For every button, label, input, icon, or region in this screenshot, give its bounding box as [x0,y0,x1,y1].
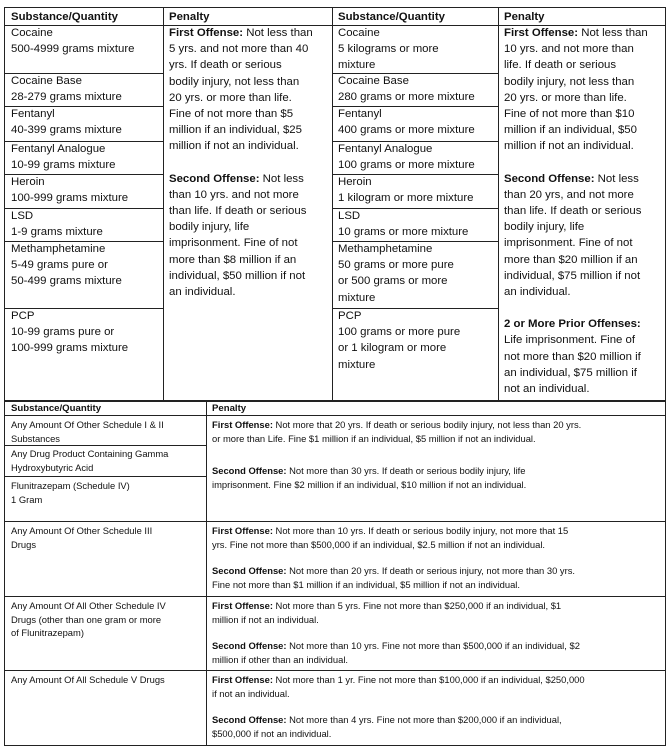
second-offense-text [212,713,585,727]
substance-cell [11,73,122,105]
penalty-line: Life imprisonment. Fine of [504,334,636,347]
second-offense-label: Second Offense: [212,565,287,577]
first-offense-text [169,25,313,41]
substance-cell [11,141,115,173]
penalty-line: Not less than [243,27,313,39]
penalty-line: an individual, $75 million if [504,366,637,379]
substance-header: Substance/Quantity [338,11,445,23]
penalty-text-left [169,25,313,300]
penalty-line: Not less [594,172,639,185]
substance-line: PCP [338,310,362,322]
first-offense-label: First Offense: [504,27,579,39]
substance-line: 100-999 grams mixture [11,192,129,205]
penalty-line: Not more than 4 yrs. Fine not more than $200,000 if an individual, [286,714,562,726]
substance-line: Fentanyl [338,108,382,120]
substance-cell [338,174,473,206]
substance-line: mixture [338,291,376,304]
penalty-line: life. If death or serious [504,59,617,72]
penalty-line: than life. If death or serious [504,205,642,218]
substance-line: 5-49 grams pure or [11,259,108,272]
penalty-line: 10 yrs. and not more than [504,43,634,56]
penalty-line: imprisonment. Fine $2 million if an individual, $10 million if not an individual. [212,478,527,490]
substance-line: mixture [338,358,376,371]
substance-line: Fentanyl [11,108,55,120]
penalty-line: yrs. Fine not more than $500,000 if an individual, $2.5 million if not an individual. [212,538,546,550]
substance-line: 28-279 grams mixture [11,91,122,104]
substance-line: Hydroxybutyric Acid [11,461,94,473]
substance-line: 100 grams or more mixture [338,159,475,172]
substance-line: Cocaine [11,27,53,39]
substance-line: 40-399 grams mixture [11,124,122,137]
penalty-line: imprisonment. Fine of not [169,237,298,250]
substance-line: Drugs [11,538,37,550]
penalty-cell [212,599,580,666]
penalty-line: million if not an individual. [504,140,634,153]
column-divider [332,8,333,400]
penalty-line: million if an individual, $25 [169,124,302,137]
second-offense-text [504,171,648,187]
substance-line: Any Amount Of All Other Schedule IV [11,600,166,611]
penalty-line: individual, $75 million if not [504,269,641,282]
penalty-line: bodily injury, not less than [169,75,300,88]
penalty-line: Fine not more than $1 million if an individual, $5 million if not an individual. [212,578,520,590]
substance-cell [11,208,103,240]
substance-line: Methamphetamine [338,243,433,255]
substance-cell [11,479,130,506]
row-divider [5,596,665,597]
substance-cell [11,673,165,687]
penalty-cell [212,418,581,491]
penalty-line: bodily injury, life [504,221,585,234]
penalty-line: Not more than 30 yrs. If death or serious bodily injury, life [286,465,526,477]
substance-line: 50-499 grams mixture [11,275,122,288]
penalty-line: 5 yrs. and not more than 40 [169,43,309,56]
penalty-line: 20 yrs. or more than life. [169,91,292,104]
second-offense-text [212,639,580,653]
penalty-line: bodily injury, life [169,221,250,234]
substance-cell [11,418,164,445]
substance-line: Cocaine [338,27,380,39]
substance-cell [338,73,475,105]
penalty-line: Not more than 20 yrs. If death or serious injury, not more than 30 yrs. [286,565,575,577]
penalty-line: million if not an individual. [169,140,299,153]
penalty-line: million if an individual, $50 [504,124,637,137]
penalty-line: Not more than 1 yr. Fine not more than $100,000 if an individual, $250,000 [272,674,585,685]
penalty-line: Not more than 5 yrs. Fine not more than $250,000 if an individual, $1 [272,600,562,611]
prior-offenses-label [504,316,648,332]
trafficking-penalties-table [4,7,666,401]
column-divider [163,8,164,400]
substance-line: 5 kilograms or more [338,43,439,56]
second-offense-label: Second Offense: [504,172,595,185]
substance-line: Any Drug Product Containing Gamma [11,448,169,459]
substance-line: 100 grams or more pure [338,326,461,339]
penalty-line: if not an individual. [212,687,290,699]
first-offense-text [504,25,648,41]
second-offense-label: Second Offense: [212,640,287,652]
first-offense-label: First Offense: [212,525,273,536]
penalty-line: Not less than [578,27,648,39]
first-offense-label: First Offense: [169,27,244,39]
substance-line: 10-99 grams pure or [11,326,115,339]
penalty-line: Not less [259,172,304,185]
first-offense-label: First Offense: [212,674,273,685]
substance-line: Cocaine Base [11,75,82,87]
substance-cell [338,106,475,138]
prior-offenses-title: 2 or More Prior Offenses: [504,318,641,331]
substance-cell [11,241,122,290]
column-divider [498,8,499,400]
substance-line: Any Amount Of Other Schedule III [11,525,153,536]
penalty-line: an individual. [504,286,571,299]
penalty-text-right [504,25,648,397]
penalty-line: not an individual. [504,383,590,396]
first-offense-text [212,673,585,687]
penalty-line: Not more than 10 yrs. If death or serious bodily injury, not more that 15 [272,525,569,536]
schedule-penalties-table [4,401,666,746]
substance-line: Any Amount Of All Schedule V Drugs [11,674,165,685]
substance-line: 10 grams or more mixture [338,226,469,239]
first-offense-text [212,599,580,613]
penalty-line: not more than $20 million if [504,350,641,363]
substance-cell [11,106,122,138]
substance-line: 500-4999 grams mixture [11,43,135,56]
substance-cell [11,308,128,357]
substance-line: 10-99 grams mixture [11,159,116,172]
penalty-line: Not more than 10 yrs. Fine not more than $500,000 if an individual, $2 [286,640,580,652]
substance-line: Any Amount Of Other Schedule I & II [11,419,164,430]
substance-header: Substance/Quantity [11,403,102,414]
penalty-line: $500,000 if not an individual. [212,727,332,739]
substance-cell [338,308,460,373]
substance-cell [11,599,166,640]
second-offense-label: Second Offense: [212,714,287,726]
penalty-line: more than $20 million if an [504,253,638,266]
penalty-line: 20 yrs. or more than life. [504,91,627,104]
penalty-line: million if other than an individual. [212,653,349,665]
penalty-header: Penalty [212,403,247,414]
substance-line: 1-9 grams mixture [11,226,103,239]
substance-line: 280 grams or more mixture [338,91,475,104]
row-divider [5,476,206,477]
substance-cell [338,241,454,306]
substance-line: of Flunitrazepam) [11,627,84,639]
penalty-line: Not more that 20 yrs. If death or serious bodily injury, not less than 20 yrs. [272,419,582,430]
penalty-line: yrs. If death or serious [169,59,282,72]
substance-line: Drugs (other than one gram or more [11,613,162,625]
penalty-cell [212,673,585,740]
substance-cell [338,208,468,240]
penalty-line: imprisonment. Fine of not [504,237,633,250]
substance-cell [11,524,152,551]
first-offense-label: First Offense: [212,419,273,430]
header-divider [5,415,665,416]
penalty-line: than 20 yrs, and not more [504,188,634,201]
first-offense-label: First Offense: [212,600,273,611]
penalty-line: than 10 yrs. and not more [169,188,299,201]
substance-line: or 1 kilogram or more [338,342,447,355]
substance-line: LSD [11,210,34,222]
substance-line: 1 Gram [11,493,43,505]
second-offense-text [169,171,313,187]
second-offense-text [212,464,581,478]
penalty-line: than life. If death or serious [169,205,307,218]
substance-line: Flunitrazepam (Schedule IV) [11,480,130,491]
substance-cell [11,174,128,206]
row-divider [5,670,665,671]
penalty-line: individual, $50 million if not [169,269,306,282]
substance-line: or 500 grams or more [338,275,448,288]
first-offense-text [212,418,581,432]
substance-line: Methamphetamine [11,243,106,255]
substance-cell [11,25,134,57]
substance-line: Cocaine Base [338,75,409,87]
substance-line: Heroin [338,176,372,188]
second-offense-label: Second Offense: [212,465,287,477]
penalty-header: Penalty [504,11,545,23]
column-divider [206,402,207,745]
substance-line: 50 grams or more pure [338,259,454,272]
substance-line: Heroin [11,176,45,188]
substance-line: 400 grams or more mixture [338,124,475,137]
penalty-cell [212,524,575,591]
penalty-line: or more than Life. Fine $1 million if an individual, $5 million if not an individual. [212,432,536,444]
substance-line: Substances [11,432,60,444]
second-offense-text [212,564,575,578]
penalty-line: bodily injury, not less than [504,75,635,88]
second-offense-label: Second Offense: [169,172,260,185]
substance-line: LSD [338,210,361,222]
substance-header: Substance/Quantity [11,11,118,23]
penalty-line: more than $8 million if an [169,253,297,266]
row-divider [5,521,665,522]
substance-line: 1 kilogram or more mixture [338,192,474,205]
substance-line: PCP [11,310,35,322]
substance-cell [338,141,475,173]
substance-line: 100-999 grams mixture [11,342,129,355]
penalty-line: Fine of not more than $5 [169,108,294,121]
penalty-line: Fine of not more than $10 [504,108,635,121]
penalty-line: million if not an individual. [212,613,319,625]
substance-cell [338,25,439,74]
penalty-header: Penalty [169,11,210,23]
first-offense-text [212,524,575,538]
penalty-line: an individual. [169,286,236,299]
substance-line: mixture [338,59,376,72]
substance-cell [11,447,168,474]
substance-line: Fentanyl Analogue [338,143,433,155]
substance-line: Fentanyl Analogue [11,143,106,155]
